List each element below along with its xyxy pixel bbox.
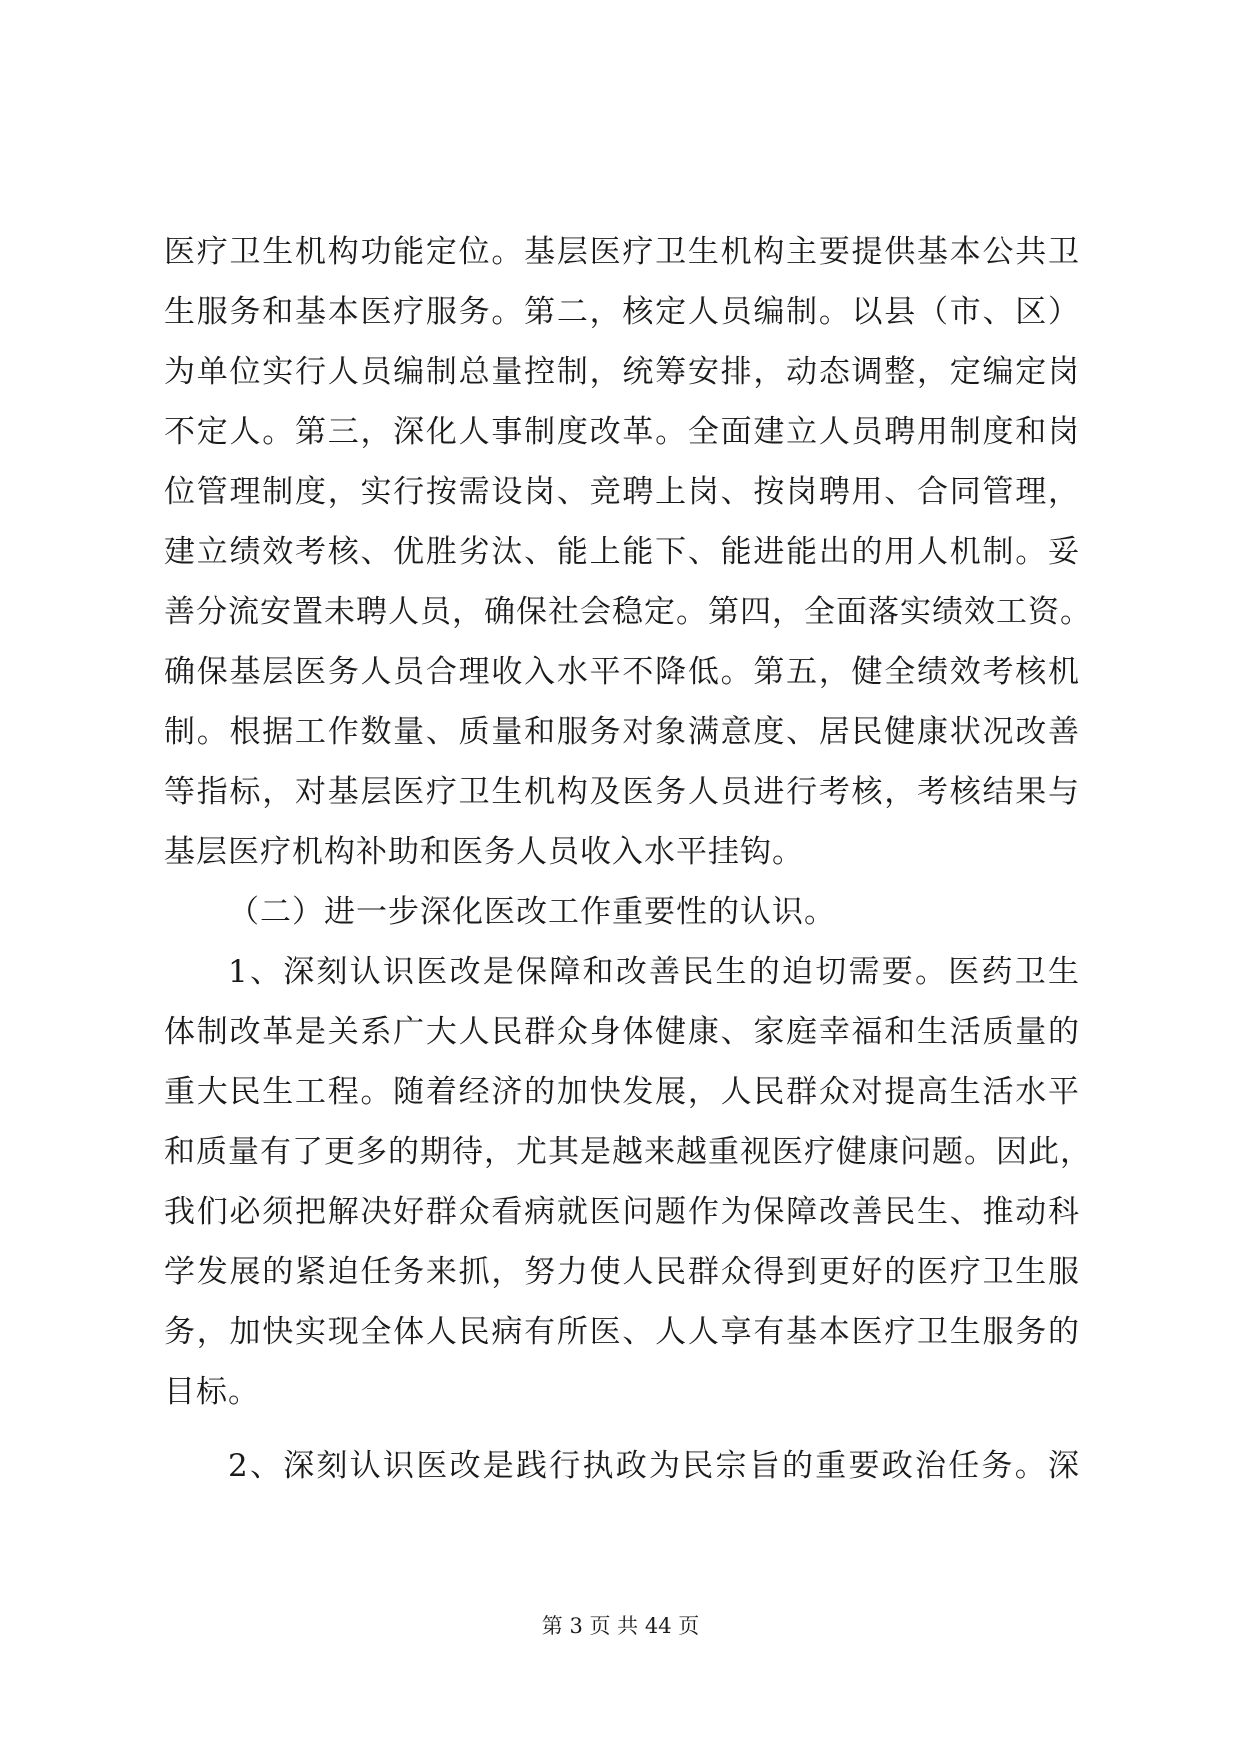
text-line: 建立绩效考核、优胜劣汰、能上能下、能进能出的用人机制。妥: [164, 534, 1080, 570]
page-number-label: 第 3 页 共 44 页: [541, 1614, 700, 1638]
document-body: [164, 222, 1092, 1496]
text-line: 目标。: [164, 1374, 260, 1410]
text-line: 医疗卫生机构功能定位。基层医疗卫生机构主要提供基本公共卫: [164, 234, 1080, 270]
paragraph-first-line: 2、深刻认识医改是践行执政为民宗旨的重要政治任务。深: [228, 1448, 1080, 1484]
text-line: 不定人。第三，深化人事制度改革。全面建立人员聘用制度和岗: [164, 414, 1080, 450]
text-line: 体制改革是关系广大人民群众身体健康、家庭幸福和生活质量的: [164, 1014, 1080, 1050]
text-line: 和质量有了更多的期待，尤其是越来越重视医疗健康问题。因此，: [164, 1134, 1092, 1170]
text-line: 等指标，对基层医疗卫生机构及医务人员进行考核，考核结果与: [164, 774, 1080, 810]
section-heading: （二）进一步深化医改工作重要性的认识。: [228, 894, 836, 930]
text-line: 位管理制度，实行按需设岗、竞聘上岗、按岗聘用、合同管理，: [164, 474, 1080, 510]
paragraph-gap: [164, 1422, 1080, 1436]
text-line: 重大民生工程。随着经济的加快发展，人民群众对提高生活水平: [164, 1074, 1080, 1110]
text-line: 确保基层医务人员合理收入水平不降低。第五，健全绩效考核机: [164, 654, 1080, 690]
text-line: 为单位实行人员编制总量控制，统筹安排，动态调整，定编定岗: [164, 354, 1080, 390]
page-footer: [0, 1612, 1241, 1640]
text-line: 制。根据工作数量、质量和服务对象满意度、居民健康状况改善: [164, 714, 1080, 750]
text-line: 我们必须把解决好群众看病就医问题作为保障改善民生、推动科: [164, 1194, 1080, 1230]
paragraph-first-line: 1、深刻认识医改是保障和改善民生的迫切需要。医药卫生: [228, 954, 1080, 990]
text-line: 基层医疗机构补助和医务人员收入水平挂钩。: [164, 834, 804, 870]
text-line: 善分流安置未聘人员，确保社会稳定。第四，全面落实绩效工资。: [164, 594, 1092, 630]
text-line: 务，加快实现全体人民病有所医、人人享有基本医疗卫生服务的: [164, 1314, 1080, 1350]
text-line: 学发展的紧迫任务来抓，努力使人民群众得到更好的医疗卫生服: [164, 1254, 1080, 1290]
text-line: 生服务和基本医疗服务。第二，核定人员编制。以县（市、区）: [164, 294, 1080, 330]
